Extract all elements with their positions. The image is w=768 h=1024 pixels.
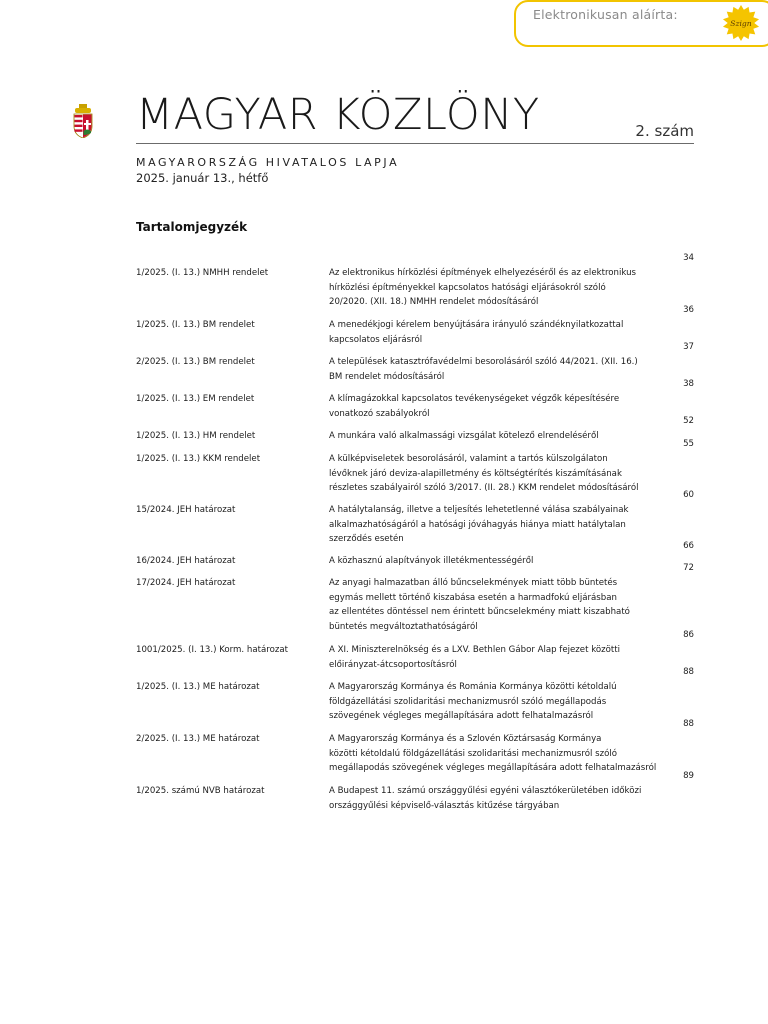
toc-entry-number: 2/2025. (I. 13.) ME határozat	[136, 734, 260, 744]
toc-entry-line: Az elektronikus hírközlési építmények elhelyezéséről és az elektronikus	[329, 268, 637, 278]
toc-entry-line: A települések katasztrófavédelmi besorolásáról szóló 44/2021. (XII. 16.)	[329, 357, 638, 367]
publication-title: MAGYAR KÖZLÖNY	[136, 90, 540, 140]
toc-entry-page: 60	[683, 490, 694, 501]
toc-entry-description	[329, 732, 667, 776]
publication-date: 2025. január 13., hétfő	[136, 171, 269, 185]
toc-entry-description	[329, 554, 667, 569]
toc-entry-description	[329, 784, 667, 813]
toc-entry-description	[329, 355, 667, 384]
toc-entry-line: Az anyagi halmazatban álló bűncselekmények miatt több büntetés	[329, 578, 618, 588]
toc-entry-line: vonatkozó szabályokról	[329, 408, 430, 419]
toc-entry-description	[329, 643, 667, 672]
toc-entry-page: 88	[683, 667, 694, 678]
toc-entry-line: A Magyarország Kormánya és Románia Kormánya közötti kétoldalú	[329, 682, 617, 692]
toc-entry-line: előirányzat-átcsoportosításról	[329, 659, 457, 670]
signature-seal-icon	[722, 4, 760, 42]
toc-entry-line: lévőknek járó deviza-alapilletmény és költségtérítés kiszámításának	[329, 468, 622, 479]
toc-entry-page: 37	[683, 342, 694, 353]
toc-entry-page: 34	[683, 253, 694, 264]
toc-entry-number: 2/2025. (I. 13.) BM rendelet	[136, 357, 255, 367]
toc-entry-description	[329, 318, 667, 347]
toc-entry-number: 1/2025. (I. 13.) KKM rendelet	[136, 454, 261, 464]
toc-entry-line: 20/2020. (XII. 18.) NMHH rendelet módosításáról	[329, 297, 539, 308]
toc-entry-line: A hatálytalanság, illetve a teljesítés lehetetlenné válása szabályainak	[329, 505, 629, 515]
toc-entry-line: A külképviseletek besorolásáról, valamint a tartós külszolgálaton	[329, 454, 608, 464]
toc-entry-number: 16/2024. JEH határozat	[136, 556, 236, 566]
toc-entry-page: 86	[683, 630, 694, 641]
toc-entry-line: kapcsolatos eljárásról	[329, 334, 423, 345]
issue-number: 2. szám	[635, 122, 694, 140]
electronic-signature-box	[514, 0, 768, 47]
toc-entry-number: 1/2025. (I. 13.) ME határozat	[136, 682, 260, 692]
toc-entry-page: 66	[683, 541, 694, 552]
toc-entry-page: 52	[683, 416, 694, 427]
toc-entry-page: 55	[683, 439, 694, 450]
toc-entry-line: büntetés megváltoztathatóságáról	[329, 621, 478, 632]
toc-entry-line: A Budapest 11. számú országgyűlési egyéni választókerületében időközi	[329, 786, 642, 796]
toc-entry-description	[329, 452, 667, 496]
toc-entry-number: 1001/2025. (I. 13.) Korm. határozat	[136, 645, 288, 655]
toc-entry-number: 1/2025. (I. 13.) EM rendelet	[136, 394, 255, 404]
toc-entry-page: 38	[683, 379, 694, 390]
toc-entry-line: A klímagázokkal kapcsolatos tevékenységeket végzők képesítésére	[329, 394, 620, 404]
toc-entry-line: alkalmazhatóságáról a hatósági jóváhagyás hiánya miatt hatálytalan	[329, 519, 626, 530]
toc-entry-page: 88	[683, 719, 694, 730]
toc-entry-line: A közhasznú alapítványok illetékmentességéről	[329, 556, 534, 566]
publication-subtitle: MAGYARORSZÁG HIVATALOS LAPJA	[136, 156, 400, 169]
toc-entry-line: országgyűlési képviselő-választás kitűzése tárgyában	[329, 800, 560, 811]
header-divider	[136, 143, 694, 144]
toc-entry-description	[329, 429, 667, 444]
toc-entry-line: részletes szabályairól szóló 3/2017. (II. 28.) KKM rendelet módosításáról	[329, 483, 639, 494]
toc-entry-line: földgázellátási szolidaritási mechanizmusról szóló megállapodás	[329, 696, 607, 707]
toc-entry-line: hírközlési építményekkel kapcsolatos hatósági eljárásokról szóló	[329, 282, 606, 293]
toc-entry-description	[329, 266, 667, 310]
toc-entry-line: A Magyarország Kormánya és a Szlovén Köztársaság Kormánya	[329, 734, 602, 744]
toc-entry-line: BM rendelet módosításáról	[329, 371, 445, 382]
toc-entry-line: egymás mellett történő kiszabása esetén a harmadfokú eljárásban	[329, 592, 617, 603]
toc-entry-page: 72	[683, 563, 694, 574]
toc-entry-description	[329, 503, 667, 547]
toc-entry-line: közötti kétoldalú földgázellátási szolidaritási mechanizmusról szóló	[329, 748, 617, 759]
toc-entry-page: 36	[683, 305, 694, 316]
toc-entry-number: 15/2024. JEH határozat	[136, 505, 236, 515]
toc-entry-line: A menedékjogi kérelem benyújtására irányuló szándéknyilatkozattal	[329, 320, 624, 330]
toc-entry-description	[329, 392, 667, 421]
toc-entry-description	[329, 576, 667, 634]
toc-entry-line: megállapodás szövegének végleges megállapítására adott felhatalmazásról	[329, 763, 657, 774]
toc-entry-line: szövegének végleges megállapítására adott felhatalmazásról	[329, 711, 594, 722]
toc-entry-line: az ellentétes döntéssel nem érintett bűncselekmény miatt kiszabható	[329, 607, 630, 618]
toc-entry-number: 17/2024. JEH határozat	[136, 578, 236, 588]
coat-of-arms-icon	[72, 104, 94, 138]
esign-label: Elektronikusan aláírta:	[533, 7, 678, 22]
toc-entry-page: 89	[683, 771, 694, 782]
toc-heading: Tartalomjegyzék	[136, 220, 248, 234]
toc-entry-number: 1/2025. (I. 13.) NMHH rendelet	[136, 268, 269, 278]
toc-entry-number: 1/2025. (I. 13.) BM rendelet	[136, 320, 255, 330]
toc-entry-line: A munkára való alkalmassági vizsgálat kötelező elrendeléséről	[329, 431, 599, 441]
toc-entry-line: A XI. Miniszterelnökség és a LXV. Bethlen Gábor Alap fejezet közötti	[329, 645, 621, 655]
svg-text:Szign: Szign	[730, 18, 752, 28]
toc-entry-description	[329, 680, 667, 724]
toc-entry-number: 1/2025. számú NVB határozat	[136, 786, 265, 796]
toc-entry-line: szerződés esetén	[329, 534, 404, 545]
toc-entry-number: 1/2025. (I. 13.) HM rendelet	[136, 431, 256, 441]
